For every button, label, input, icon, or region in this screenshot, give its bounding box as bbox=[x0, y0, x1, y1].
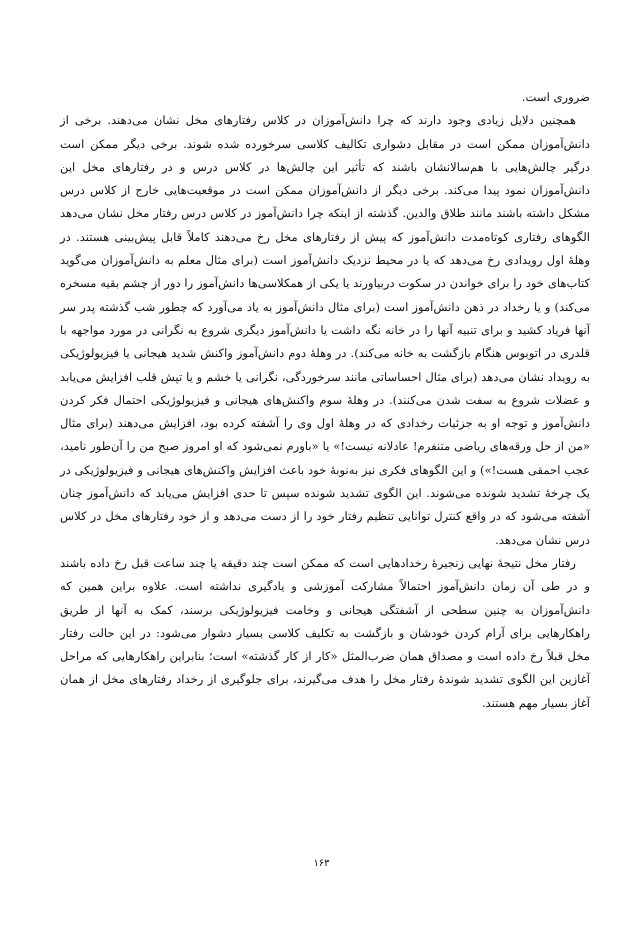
page-number: ۱۶۳ bbox=[313, 858, 330, 869]
body-text bbox=[60, 86, 590, 715]
paragraph-conclusion: رفتار مخل نتیجهٔ نهایی زنجیرهٔ رخدادهایی است که ممکن است چند دقیقه یا چند ساعت قبل رخ داده باشند و در طی آن زمان دانش‌آموز احتمالاً مشارکت آموزشی و یادگیری نداشته است. علاوه براین همین که دانش‌آموزان به چنین سطحی از آشفتگی هیجانی و وخامت فیزیولوژیکی برسند، کمک به آنها از طریق راهکارهایی برای آرام کردن خودشان و بازگشت به تکلیف کلاسی بسیار دشوار می‌شود: در این حالت رفتار مخل قبلاً رخ داده است و مصداق همان ضرب‌المثل «کار از کار گذشته» است؛ بنابراین راهکارهایی که مراحل آغازین این الگوی تشدید شوندهٔ رفتار مخل را هدف می‌گیرند، برای جلوگیری از رخداد رفتارهای مخل از همان آغاز بسیار مهم هستند. bbox=[60, 555, 590, 710]
paragraph-intro-fragment: ضروری است. bbox=[521, 90, 590, 104]
paragraph-reasons: همچنین دلایل زیادی وجود دارند که چرا دانش‌آموزان در کلاس رفتارهای مخل نشان می‌دهند. برخی از دانش‌آموزان ممکن است در مقابل دشواری تکالیف کلاسی سرخورده شده شوند. برخی دیگر ممکن است درگیر چالش‌هایی با هم‌سالانشان باشند که تأثیر این چالش‌ها در کلاس درس و در رفتارهای مخل این دانش‌آموزان نمود پیدا می‌کند. برخی دیگر از دانش‌آموزان ممکن است در موقعیت‌هایی خارج از کلاس درس مشکل داشته باشند مانند طلاق والدین. گذشته از اینکه چرا دانش‌آموز در کلاس درس رفتار مخل نشان می‌دهد الگوهای رفتاری کوتاه‌مدت دانش‌آموز که پیش از رفتارهای مخل رخ می‌دهند کاملاً قابل پیش‌بینی هستند. در وهلهٔ اول رویدادی رخ می‌دهد که یا در محیط نزدیک دانش‌آموز است (برای مثال معلم به دانش‌آموزان می‌گوید کتاب‌های خود را برای خواندن در سکوت دربیاورند یا یکی از همکلاسی‌ها دانش‌آموز را دور از چشم بقیه مسخره می‌کند) و یا رخداد در ذهن دانش‌آموز است (برای مثال دانش‌آموز به یاد می‌آورد که چطور شب گذشته پدر سر آنها فریاد کشید و برای تنبیه آنها را در خانه نگه داشت یا دانش‌آموز دیگری شروع به نگرانی در مورد مواجهه با قلدری در اتوبوس هنگام بازگشت به خانه می‌کند). در وهلهٔ دوم دانش‌آموز واکنش شدید هیجانی یا فیزیولوژیکی به رویداد نشان می‌دهد (برای مثال احساساتی مانند سرخوردگی، نگرانی یا خشم و یا تپش قلب افزایش می‌یابد و عضلات شروع به سفت شدن می‌کنند). در وهلهٔ سوم واکنش‌های هیجانی و فیزیولوژیکی احتمال فکر کردن دانش‌آموز و توجه او به جزئیات رخدادی که در وهلهٔ اول وی را آشفته کرده بود، افزایش می‌دهند (برای مثال «من از حل ورقه‌های ریاضی متنفرم! عادلانه نیست!» یا «باورم نمی‌شود که او امروز صبح من را آن‌طور نامید، عجب احمقی هست!») و این الگوهای فکری نیز به‌نوبهٔ خود باعث افزایش واکنش‌های هیجانی و فیزیولوژیکی در یک چرخهٔ تشدید شونده می‌شوند. این الگوی تشدید شونده سپس تا حدی افزایش می‌یابد که دانش‌آموز چنان آشفته می‌شود که در واقع کنترل توانایی تنظیم رفتار خود را از دست می‌دهد و از خود رفتارهای مخل در کلاس درس نشان می‌دهد. bbox=[60, 113, 590, 547]
